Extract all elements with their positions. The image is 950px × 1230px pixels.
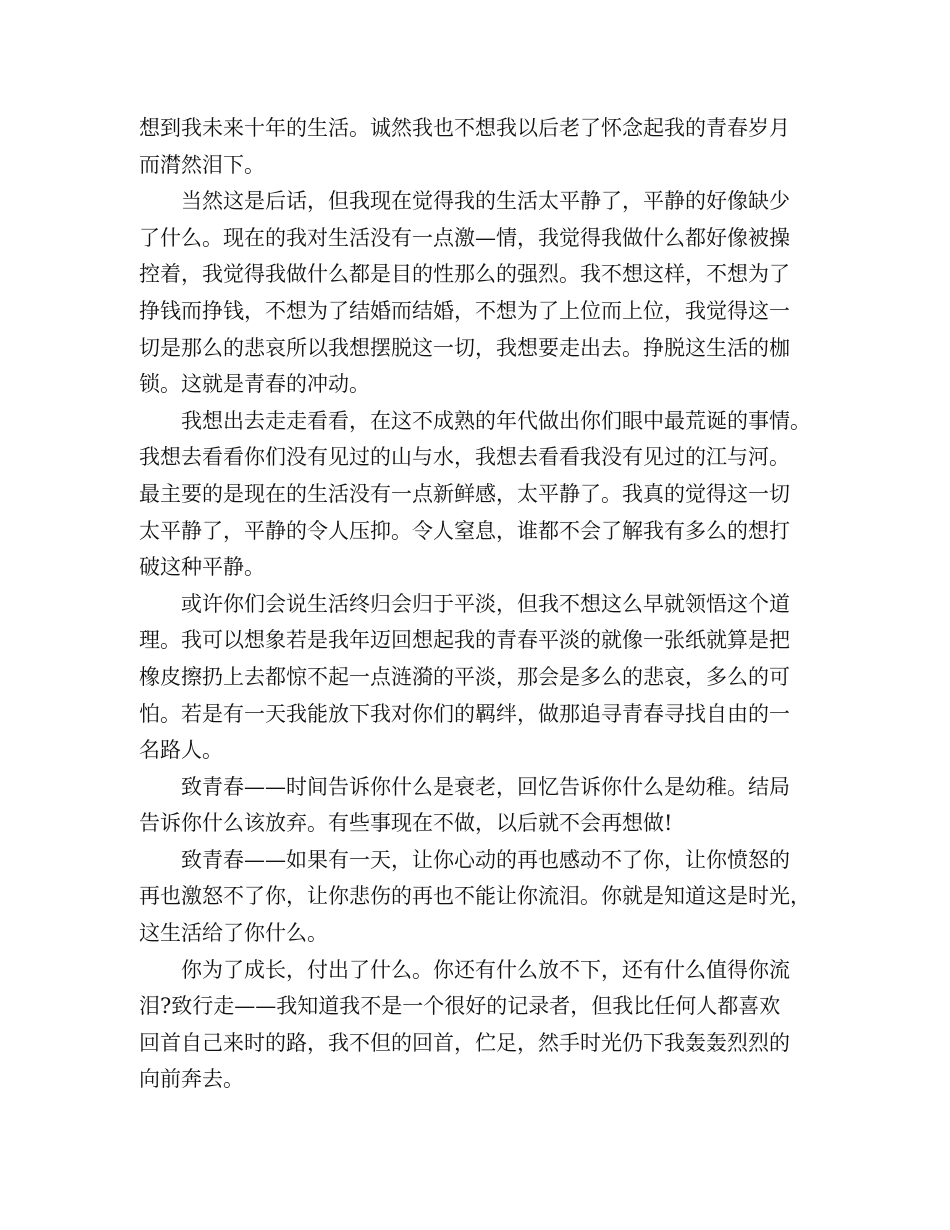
- text-line: 再也激怒不了你，让你悲伤的再也不能让你流泪。你就是知道这是时光，: [139, 884, 811, 909]
- body-text: [139, 110, 829, 1098]
- text-line: 橡皮擦扔上去都惊不起一点涟漪的平淡，那会是多么的悲哀，多么的可: [139, 664, 790, 689]
- text-line: 锁。这就是青春的冲动。: [139, 372, 370, 397]
- text-line: 泪?致行走——我知道我不是一个很好的记录者，但我比任何人都喜欢: [139, 994, 781, 1019]
- text-line: 致青春——时间告诉你什么是衰老，回忆告诉你什么是幼稚。结局: [181, 774, 790, 799]
- text-line: 或许你们会说生活终归会归于平淡，但我不想这么早就领悟这个道: [181, 591, 790, 616]
- text-line: 当然这是后话，但我现在觉得我的生活太平静了，平静的好像缺少: [181, 189, 790, 214]
- text-line: 最主要的是现在的生活没有一点新鲜感，太平静了。我真的觉得这一切: [139, 481, 790, 506]
- text-line: 理。我可以想象若是我年迈回想起我的青春平淡的就像一张纸就算是把: [139, 628, 790, 653]
- text-line: 告诉你什么该放弃。有些事现在不做，以后就不会再想做!: [139, 811, 673, 836]
- text-line: 向前奔去。: [139, 1067, 244, 1092]
- text-line: 我想去看看你们没有见过的山与水，我想去看看我没有见过的江与河。: [139, 445, 790, 470]
- text-line: 而潸然泪下。: [139, 152, 265, 177]
- text-line: 了什么。现在的我对生活没有一点激—情，我觉得我做什么都好像被操: [139, 225, 790, 250]
- text-line: 名路人。: [139, 738, 223, 763]
- text-line: 我想出去走走看看，在这不成熟的年代做出你们眼中最荒诞的事情。: [181, 408, 811, 433]
- text-line: 你为了成长，付出了什么。你还有什么放不下，还有什么值得你流: [181, 957, 790, 982]
- text-line: 怕。若是有一天我能放下我对你们的羁绊，做那追寻青春寻找自由的一: [139, 701, 790, 726]
- text-line: 破这种平静。: [139, 555, 265, 580]
- text-line: 这生活给了你什么。: [139, 921, 328, 946]
- text-line: 控着，我觉得我做什么都是目的性那么的强烈。我不想这样，不想为了: [139, 262, 790, 287]
- text-line: 想到我未来十年的生活。诚然我也不想我以后老了怀念起我的青春岁月: [139, 116, 790, 140]
- text-line: 太平静了，平静的令人压抑。令人窒息，谁都不会了解我有多么的想打: [139, 518, 790, 543]
- text-line: 回首自己来时的路，我不但的回首，伫足，然手时光仍下我轰轰烈烈的: [139, 1030, 790, 1055]
- text-line: 致青春——如果有一天，让你心动的再也感动不了你，让你愤怒的: [181, 847, 790, 872]
- text-line: 挣钱而挣钱，不想为了结婚而结婚，不想为了上位而上位，我觉得这一: [139, 298, 790, 323]
- text-line: 切是那么的悲哀所以我想摆脱这一切，我想要走出去。挣脱这生活的枷: [139, 335, 790, 360]
